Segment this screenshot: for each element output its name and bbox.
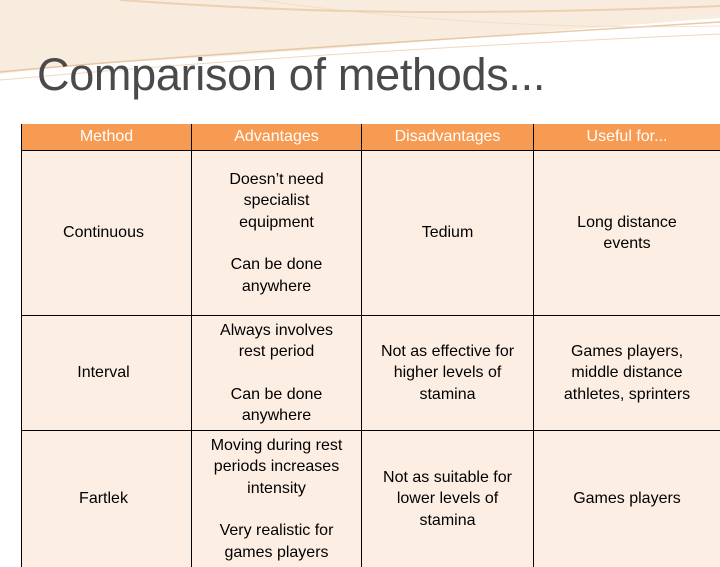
useful-for-cell bbox=[534, 151, 720, 316]
cell-line: anywhere bbox=[198, 276, 355, 298]
cell-line: lower levels of bbox=[368, 488, 527, 510]
slide-title: Comparison of methods... bbox=[37, 52, 545, 97]
disadvantages-cell bbox=[362, 431, 534, 567]
cell-line: games players bbox=[198, 542, 355, 564]
cell-line: anywhere bbox=[198, 405, 355, 427]
table-row bbox=[22, 431, 720, 567]
cell-line: Doesn’t need bbox=[198, 169, 355, 191]
cell-line: higher levels of bbox=[368, 362, 527, 384]
method-cell: Fartlek bbox=[22, 431, 192, 567]
cell-line: athletes, sprinters bbox=[540, 384, 714, 406]
cell-line: Long distance bbox=[540, 212, 714, 234]
method-cell: Interval bbox=[22, 316, 192, 431]
advantages-cell bbox=[192, 316, 362, 431]
useful-for-cell bbox=[534, 316, 720, 431]
cell-line: middle distance bbox=[540, 362, 714, 384]
header-disadvantages: Disadvantages bbox=[362, 124, 534, 151]
cell-line: Moving during rest bbox=[198, 435, 355, 457]
disadvantages-cell bbox=[362, 151, 534, 316]
useful-for-cell bbox=[534, 431, 720, 567]
advantages-cell bbox=[192, 151, 362, 316]
cell-line: equipment bbox=[198, 212, 355, 234]
table-row bbox=[22, 151, 720, 316]
cell-line: stamina bbox=[368, 510, 527, 532]
disadvantages-cell bbox=[362, 316, 534, 431]
header-useful-for: Useful for... bbox=[534, 124, 720, 151]
advantages-cell bbox=[192, 431, 362, 567]
cell-line: intensity bbox=[198, 478, 355, 500]
cell-line: Games players, bbox=[540, 341, 714, 363]
cell-line: events bbox=[540, 233, 714, 255]
cell-line: Not as suitable for bbox=[368, 467, 527, 489]
cell-line: Tedium bbox=[368, 222, 527, 244]
method-cell: Continuous bbox=[22, 151, 192, 316]
cell-line: Very realistic for bbox=[198, 520, 355, 542]
header-method: Method bbox=[22, 124, 192, 151]
cell-line: stamina bbox=[368, 384, 527, 406]
cell-line: Not as effective for bbox=[368, 341, 527, 363]
comparison-table bbox=[21, 124, 720, 567]
cell-line: Can be done bbox=[198, 384, 355, 406]
cell-line: specialist bbox=[198, 190, 355, 212]
cell-line: Can be done bbox=[198, 254, 355, 276]
cell-line: Games players bbox=[540, 488, 714, 510]
cell-line: periods increases bbox=[198, 456, 355, 478]
table-header-row bbox=[22, 124, 720, 151]
cell-line: Always involves bbox=[198, 320, 355, 342]
header-advantages: Advantages bbox=[192, 124, 362, 151]
cell-line: rest period bbox=[198, 341, 355, 363]
table-row bbox=[22, 316, 720, 431]
